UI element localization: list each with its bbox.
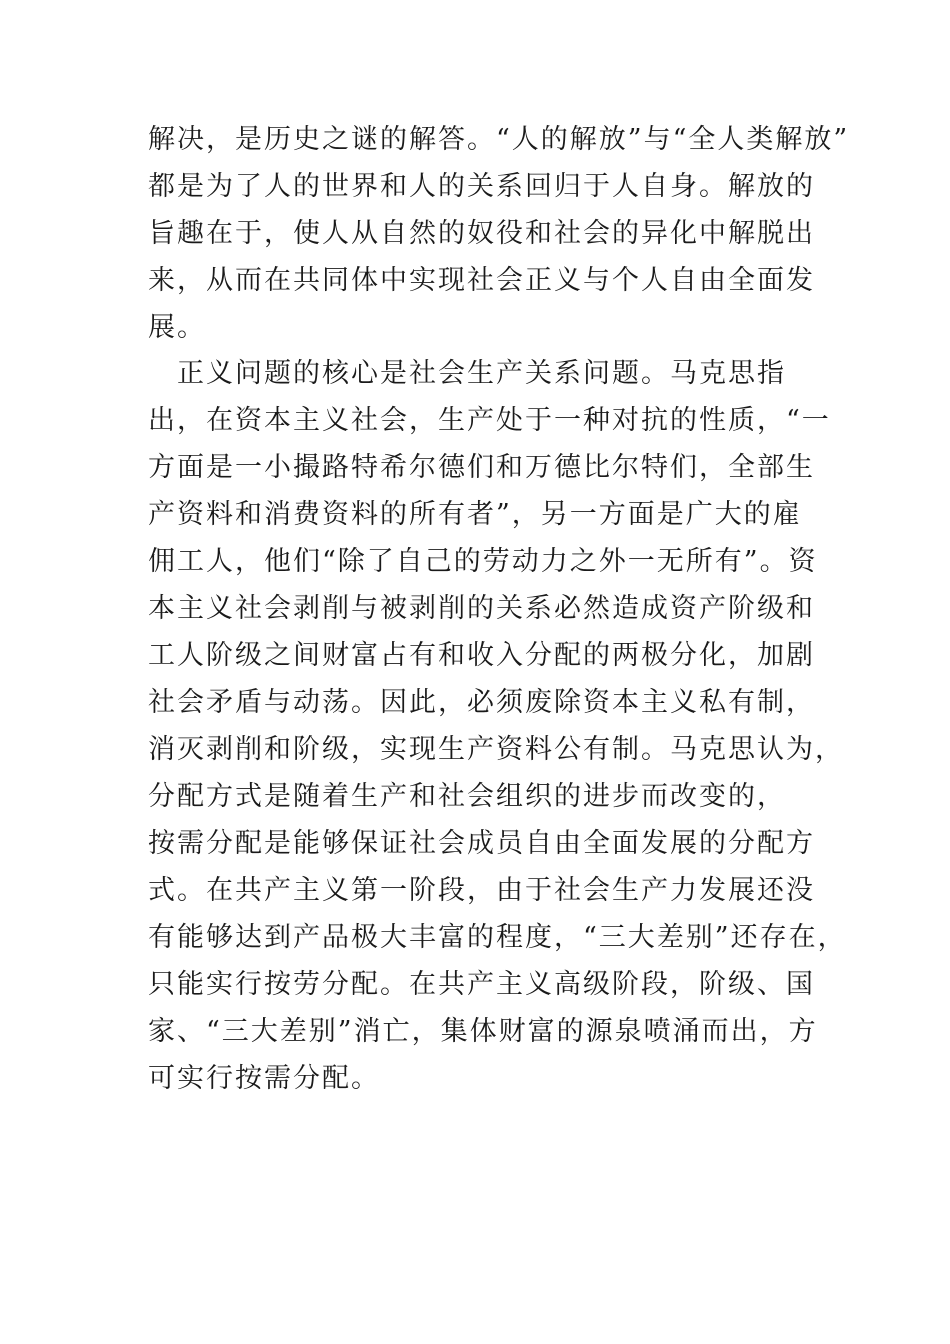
paragraph-line: 正义问题的核心是社会生产关系问题。马克思指 (148, 358, 786, 389)
paragraph-line: 可实行按需分配。 (148, 1063, 380, 1094)
paragraph-line: 工人阶级之间财富占有和收入分配的两极分化，加剧 (148, 640, 815, 671)
paragraph-line: 按需分配是能够保证社会成员自由全面发展的分配方 (148, 828, 815, 859)
paragraph-line: 解决，是历史之谜的解答。“人的解放”与“全人类解放” (148, 124, 850, 155)
paragraph-line: 家、“三大差别”消亡，集体财富的源泉喷涌而出，方 (148, 1016, 818, 1047)
paragraph-line: 都是为了人的世界和人的关系回归于人自身。解放的 (148, 171, 815, 202)
paragraph-line: 式。在共产主义第一阶段，由于社会生产力发展还没 (148, 875, 815, 906)
paragraph-line: 分配方式是随着生产和社会组织的进步而改变的， (148, 781, 786, 812)
paragraph-line: 产资料和消费资料的所有者”，另一方面是广大的雇 (148, 499, 802, 530)
paragraph-line: 来，从而在共同体中实现社会正义与个人自由全面发 (148, 265, 815, 296)
paragraph-line: 只能实行按劳分配。在共产主义高级阶段，阶级、国 (148, 969, 815, 1000)
paragraph-line: 旨趣在于，使人从自然的奴役和社会的异化中解脱出 (148, 218, 815, 249)
paragraph-line: 出，在资本主义社会，生产处于一种对抗的性质，“一 (148, 405, 831, 436)
paragraph-line: 消灭剥削和阶级，实现生产资料公有制。马克思认为， (148, 734, 844, 765)
paragraph-line: 方面是一小撮路特希尔德们和万德比尔特们，全部生 (148, 452, 815, 483)
paragraph-line: 佣工人，他们“除了自己的劳动力之外一无所有”。资 (148, 546, 818, 577)
paragraph-line: 展。 (148, 312, 206, 343)
paragraph-line: 本主义社会剥削与被剥削的关系必然造成资产阶级和 (148, 593, 815, 624)
paragraph-line: 社会矛盾与动荡。因此，必须废除资本主义私有制， (148, 687, 815, 718)
paragraph-line: 有能够达到产品极大丰富的程度，“三大差别”还存在， (148, 922, 847, 953)
paragraph-1 (148, 116, 850, 351)
paragraph-2 (148, 350, 847, 1102)
